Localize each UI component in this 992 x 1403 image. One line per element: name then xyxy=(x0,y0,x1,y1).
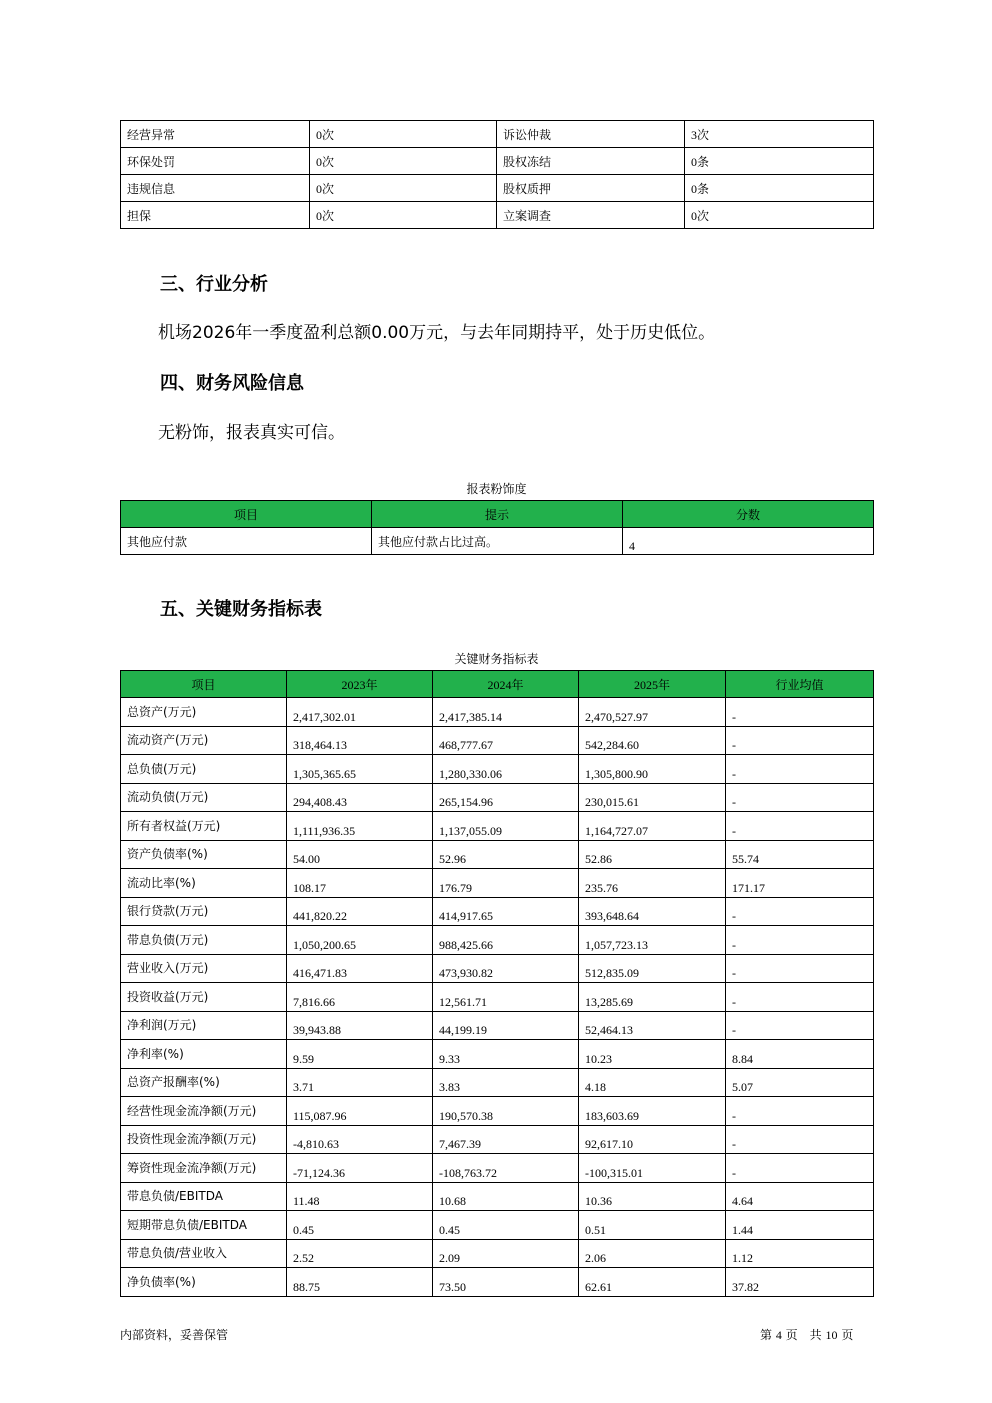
risk-item-count: 3次 xyxy=(685,121,874,148)
table-row xyxy=(121,1239,874,1268)
indicator-value: 2,417,385.14 xyxy=(433,698,579,727)
indicator-value: 3.83 xyxy=(433,1068,579,1097)
table-cell: 4 xyxy=(623,528,874,555)
indicator-value: 0.45 xyxy=(287,1211,433,1240)
risk-item-count: 0次 xyxy=(310,148,497,175)
indicator-label: 流动资产(万元) xyxy=(121,726,287,755)
risk-item-label: 环保处罚 xyxy=(121,148,310,175)
indicator-value: 265,154.96 xyxy=(433,783,579,812)
table-row xyxy=(121,1011,874,1040)
risk-item-label: 立案调查 xyxy=(497,202,685,229)
indicator-value: 171.17 xyxy=(726,869,874,898)
table-row xyxy=(121,783,874,812)
indicator-value: 235.76 xyxy=(579,869,726,898)
risk-item-count: 0次 xyxy=(310,202,497,229)
indicator-value: 294,408.43 xyxy=(287,783,433,812)
table-row xyxy=(121,755,874,784)
table-row xyxy=(121,983,874,1012)
risk-item-label: 股权冻结 xyxy=(497,148,685,175)
indicator-value: 183,603.69 xyxy=(579,1097,726,1126)
footer-note: 内部资料，妥善保管 xyxy=(120,1328,229,1342)
indicator-value: 3.71 xyxy=(287,1068,433,1097)
indicator-value: 1,305,800.90 xyxy=(579,755,726,784)
section4-heading: 四、财务风险信息 xyxy=(160,373,304,394)
indicator-value: 230,015.61 xyxy=(579,783,726,812)
indicator-value: 10.23 xyxy=(579,1040,726,1069)
indicator-label: 带息负债/营业收入 xyxy=(121,1239,287,1268)
indicator-value: 2.09 xyxy=(433,1239,579,1268)
indicator-value: 1,111,936.35 xyxy=(287,812,433,841)
indicator-label: 带息负债/EBITDA xyxy=(121,1182,287,1211)
section5-heading: 五、关键财务指标表 xyxy=(160,599,322,620)
indicator-value: 7,816.66 xyxy=(287,983,433,1012)
indicator-value: 468,777.67 xyxy=(433,726,579,755)
indicator-label: 短期带息负债/EBITDA xyxy=(121,1211,287,1240)
page-number xyxy=(760,1326,853,1343)
table-row xyxy=(121,202,874,229)
table-row xyxy=(121,869,874,898)
indicator-value: 88.75 xyxy=(287,1268,433,1297)
decor-table xyxy=(120,500,874,555)
table-row xyxy=(121,1097,874,1126)
indicator-value: 2,470,527.97 xyxy=(579,698,726,727)
indicator-value: 1,280,330.06 xyxy=(433,755,579,784)
indicator-value: 52.86 xyxy=(579,840,726,869)
section3-heading: 三、行业分析 xyxy=(160,274,268,295)
indicator-value: -108,763.72 xyxy=(433,1154,579,1183)
table-row xyxy=(121,1068,874,1097)
indicator-value: 2.52 xyxy=(287,1239,433,1268)
indicator-value: 1,050,200.65 xyxy=(287,926,433,955)
table-row xyxy=(121,175,874,202)
indicator-value: 2,417,302.01 xyxy=(287,698,433,727)
indicator-value: 512,835.09 xyxy=(579,954,726,983)
indicator-label: 净利率(%) xyxy=(121,1040,287,1069)
indicator-value: - xyxy=(726,698,874,727)
column-header: 提示 xyxy=(372,501,623,528)
risk-item-count: 0次 xyxy=(310,121,497,148)
indicator-value: 37.82 xyxy=(726,1268,874,1297)
risk-item-label: 股权质押 xyxy=(497,175,685,202)
risk-item-label: 经营异常 xyxy=(121,121,310,148)
risk-item-count: 0次 xyxy=(310,175,497,202)
indicator-value: 13,285.69 xyxy=(579,983,726,1012)
indicator-value: 11.48 xyxy=(287,1182,433,1211)
indicator-label: 净利润(万元) xyxy=(121,1011,287,1040)
table-row xyxy=(121,528,874,555)
section3-text: 机场2026年一季度盈利总额0.00万元，与去年同期持平，处于历史低位。 xyxy=(158,323,716,343)
indicator-value: - xyxy=(726,726,874,755)
indicator-label: 总负债(万元) xyxy=(121,755,287,784)
indicator-value: 0.45 xyxy=(433,1211,579,1240)
indicator-label: 营业收入(万元) xyxy=(121,954,287,983)
indicator-label: 流动负债(万元) xyxy=(121,783,287,812)
table-row xyxy=(121,121,874,148)
indicator-value: 10.68 xyxy=(433,1182,579,1211)
table-row xyxy=(121,1182,874,1211)
risk-item-count: 0条 xyxy=(685,148,874,175)
indicator-value: 92,617.10 xyxy=(579,1125,726,1154)
risk-item-label: 违规信息 xyxy=(121,175,310,202)
column-header: 分数 xyxy=(623,501,874,528)
indicator-label: 银行贷款(万元) xyxy=(121,897,287,926)
indicator-label: 筹资性现金流净额(万元) xyxy=(121,1154,287,1183)
kfi-table-caption: 关键财务指标表 xyxy=(454,652,539,666)
indicator-value: 39,943.88 xyxy=(287,1011,433,1040)
indicator-value: 52.96 xyxy=(433,840,579,869)
column-header: 2023年 xyxy=(287,671,433,698)
indicator-value: -71,124.36 xyxy=(287,1154,433,1183)
indicator-value: 52,464.13 xyxy=(579,1011,726,1040)
risk-item-count: 0条 xyxy=(685,175,874,202)
indicator-value: 1,057,723.13 xyxy=(579,926,726,955)
indicator-label: 总资产(万元) xyxy=(121,698,287,727)
indicator-value: 1,137,055.09 xyxy=(433,812,579,841)
table-cell: 其他应付款占比过高。 xyxy=(372,528,623,555)
table-row xyxy=(121,1268,874,1297)
indicator-value: - xyxy=(726,1125,874,1154)
indicator-label: 总资产报酬率(%) xyxy=(121,1068,287,1097)
indicator-value: 1,305,365.65 xyxy=(287,755,433,784)
indicator-value: -4,810.63 xyxy=(287,1125,433,1154)
indicator-label: 投资性现金流净额(万元) xyxy=(121,1125,287,1154)
indicator-value: -100,315.01 xyxy=(579,1154,726,1183)
indicator-value: - xyxy=(726,1154,874,1183)
indicator-value: - xyxy=(726,755,874,784)
column-header: 行业均值 xyxy=(726,671,874,698)
column-header: 2024年 xyxy=(433,671,579,698)
column-header: 2025年 xyxy=(579,671,726,698)
table-row xyxy=(121,698,874,727)
indicator-value: - xyxy=(726,812,874,841)
indicator-value: 542,284.60 xyxy=(579,726,726,755)
current-page: 4 xyxy=(775,1328,782,1342)
indicator-value: 62.61 xyxy=(579,1268,726,1297)
indicator-value: 1.12 xyxy=(726,1239,874,1268)
indicator-value: 54.00 xyxy=(287,840,433,869)
indicator-value: - xyxy=(726,954,874,983)
table-row xyxy=(121,726,874,755)
indicator-value: 414,917.65 xyxy=(433,897,579,926)
indicator-value: 55.74 xyxy=(726,840,874,869)
table-row xyxy=(121,812,874,841)
indicator-value: 115,087.96 xyxy=(287,1097,433,1126)
indicator-label: 经营性现金流净额(万元) xyxy=(121,1097,287,1126)
table-row xyxy=(121,1125,874,1154)
table-row xyxy=(121,954,874,983)
indicator-label: 净负债率(%) xyxy=(121,1268,287,1297)
total-pages: 10 xyxy=(825,1328,838,1342)
indicator-label: 带息负债(万元) xyxy=(121,926,287,955)
section4-text: 无粉饰，报表真实可信。 xyxy=(158,423,345,443)
indicator-value: 318,464.13 xyxy=(287,726,433,755)
table-row xyxy=(121,897,874,926)
table-row xyxy=(121,1040,874,1069)
indicator-value: 393,648.64 xyxy=(579,897,726,926)
indicator-value: 4.64 xyxy=(726,1182,874,1211)
indicator-value: 8.84 xyxy=(726,1040,874,1069)
table-row xyxy=(121,840,874,869)
page-suffix: 页 xyxy=(841,1328,854,1342)
indicator-value: - xyxy=(726,983,874,1012)
indicator-value: 176.79 xyxy=(433,869,579,898)
column-header: 项目 xyxy=(121,671,287,698)
indicator-value: 12,561.71 xyxy=(433,983,579,1012)
risk-item-label: 诉讼仲裁 xyxy=(497,121,685,148)
key-financial-indicators-table xyxy=(120,670,874,1297)
table-row xyxy=(121,1154,874,1183)
table-cell: 其他应付款 xyxy=(121,528,372,555)
indicator-value: 190,570.38 xyxy=(433,1097,579,1126)
table-row xyxy=(121,148,874,175)
indicator-value: 73.50 xyxy=(433,1268,579,1297)
indicator-value: 10.36 xyxy=(579,1182,726,1211)
page-prefix: 第 xyxy=(760,1328,773,1342)
indicator-value: 988,425.66 xyxy=(433,926,579,955)
indicator-value: 9.59 xyxy=(287,1040,433,1069)
indicator-value: 7,467.39 xyxy=(433,1125,579,1154)
indicator-value: 5.07 xyxy=(726,1068,874,1097)
indicator-label: 资产负债率(%) xyxy=(121,840,287,869)
table-row xyxy=(121,1211,874,1240)
decor-table-caption: 报表粉饰度 xyxy=(466,482,527,496)
risk-summary-table xyxy=(120,120,874,229)
indicator-value: 9.33 xyxy=(433,1040,579,1069)
indicator-label: 投资收益(万元) xyxy=(121,983,287,1012)
indicator-value: 416,471.83 xyxy=(287,954,433,983)
indicator-value: - xyxy=(726,1011,874,1040)
indicator-value: 44,199.19 xyxy=(433,1011,579,1040)
indicator-value: 441,820.22 xyxy=(287,897,433,926)
indicator-value: 4.18 xyxy=(579,1068,726,1097)
indicator-value: - xyxy=(726,783,874,812)
table-row xyxy=(121,926,874,955)
risk-item-label: 担保 xyxy=(121,202,310,229)
indicator-value: 0.51 xyxy=(579,1211,726,1240)
indicator-label: 流动比率(%) xyxy=(121,869,287,898)
indicator-label: 所有者权益(万元) xyxy=(121,812,287,841)
indicator-value: - xyxy=(726,897,874,926)
indicator-value: 2.06 xyxy=(579,1239,726,1268)
indicator-value: 1,164,727.07 xyxy=(579,812,726,841)
column-header: 项目 xyxy=(121,501,372,528)
risk-item-count: 0次 xyxy=(685,202,874,229)
indicator-value: - xyxy=(726,926,874,955)
indicator-value: - xyxy=(726,1097,874,1126)
indicator-value: 473,930.82 xyxy=(433,954,579,983)
indicator-value: 1.44 xyxy=(726,1211,874,1240)
indicator-value: 108.17 xyxy=(287,869,433,898)
page-mid: 页 共 xyxy=(785,1328,822,1342)
